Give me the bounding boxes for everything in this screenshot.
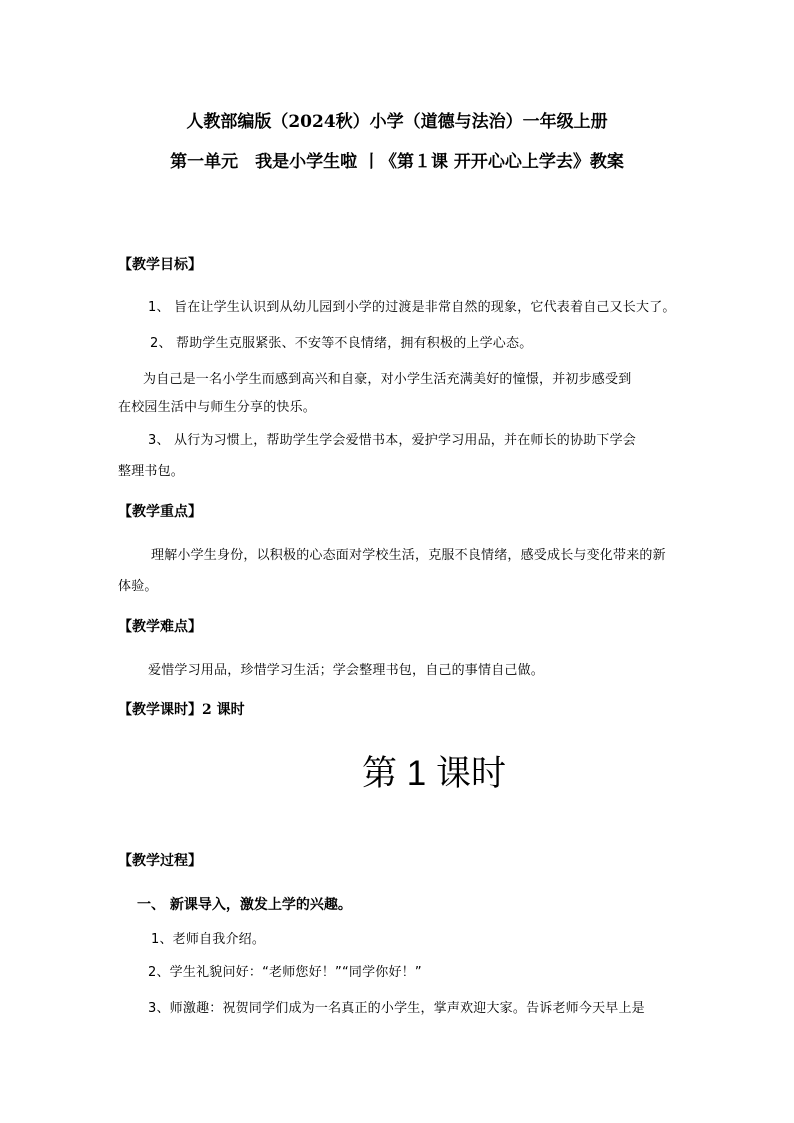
difficulties-heading: 【教学难点】 <box>118 619 202 635</box>
goals-item-3-line-1: 3、 从行为习惯上，帮助学生学会爱惜书本，爱护学习用品，并在师长的协助下学会 <box>148 433 637 448</box>
key-points-heading: 【教学重点】 <box>118 504 202 520</box>
goals-item-2: 2、 帮助学生克服紧张、不安等不良情绪，拥有积极的上学心态。 <box>150 336 533 351</box>
difficulties-line-1: 爱惜学习用品，珍惜学习生活；学会整理书包，自己的事情自己做。 <box>148 663 545 678</box>
process-heading: 【教学过程】 <box>118 853 202 869</box>
process-section-1: 一、 新课导入，激发上学的兴趣。 <box>137 897 352 913</box>
class-hours: 【教学课时】2 课时 <box>118 702 245 718</box>
process-step-2: 2、学生礼貌问好：“老师您好！”“同学你好！” <box>148 965 422 980</box>
goals-heading: 【教学目标】 <box>118 257 202 273</box>
process-step-1: 1、老师自我介绍。 <box>151 932 266 947</box>
goals-paragraph-line-1: 为自己是一名小学生而感到高兴和自豪，对小学生活充满美好的憧憬，并初步感受到 <box>143 372 632 387</box>
goals-item-3-line-2: 整理书包。 <box>118 464 185 479</box>
key-points-line-1: 理解小学生身份，以积极的心态面对学校生活，克服不良情绪，感受成长与变化带来的新 <box>151 548 666 563</box>
goals-item-1: 1、 旨在让学生认识到从幼儿园到小学的过渡是非常自然的现象，它代表着自己又长大了。 <box>148 300 676 315</box>
goals-paragraph-line-2: 在校园生活中与师生分享的快乐。 <box>118 400 317 415</box>
process-step-3: 3、师激趣：祝贺同学们成为一名真正的小学生，掌声欢迎大家。告诉老师今天早上是 <box>148 1001 645 1016</box>
document-subtitle: 第一单元 我是小学生啦 丨《第１课 开开心心上学去》教案 <box>170 152 624 172</box>
lesson-title: 第 1 课时 <box>362 754 506 793</box>
document-title: 人教部编版（2024秋）小学（道德与法治）一年级上册 <box>186 112 608 132</box>
key-points-line-2: 体验。 <box>118 579 158 594</box>
